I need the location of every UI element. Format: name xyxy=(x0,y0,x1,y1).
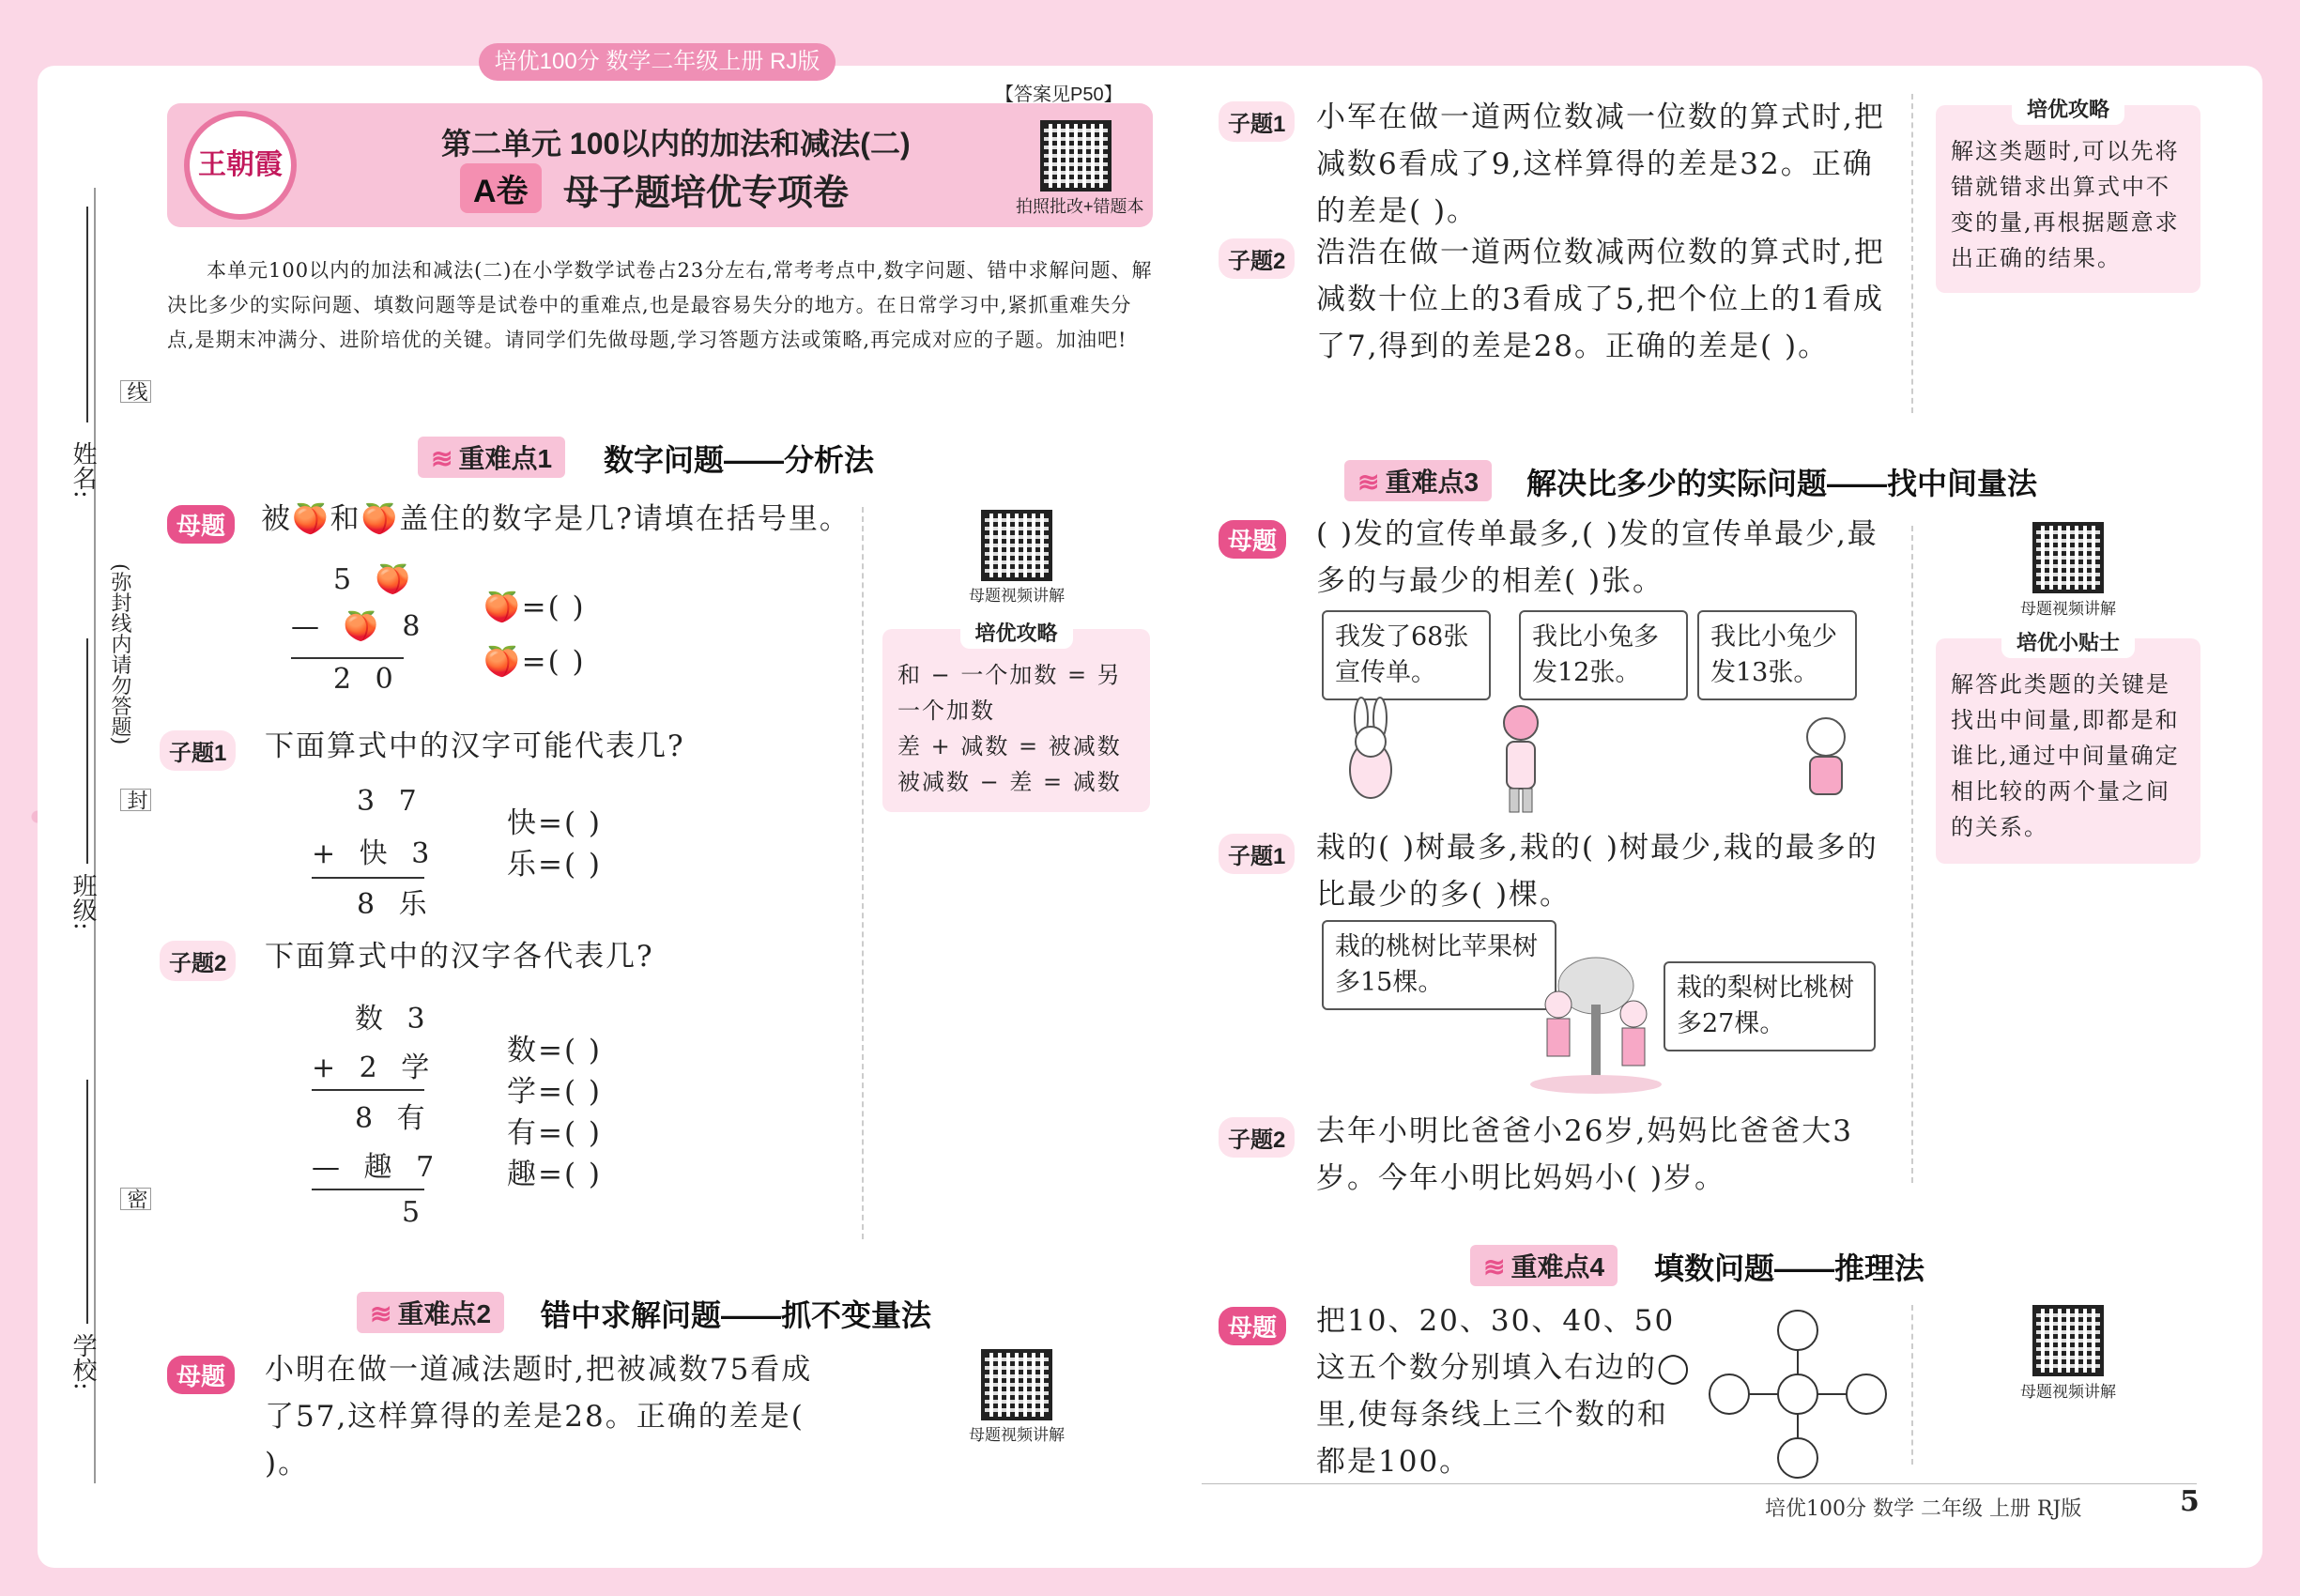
school-field[interactable] xyxy=(86,1080,88,1324)
key-point-3-label: ≋ 重难点3 xyxy=(1344,460,1492,501)
name-field[interactable] xyxy=(86,207,88,422)
k1-answer-2[interactable]: 🍑=( ) xyxy=(483,645,586,679)
key-point-2-label: ≋ 重难点2 xyxy=(357,1292,504,1333)
tip-3-heading: 培优小贴士 xyxy=(2001,625,2135,658)
seal-mark: 封 xyxy=(120,789,151,811)
k1c2-answer-4[interactable]: 趣=( ) xyxy=(507,1158,603,1191)
footer-text: 培优100分 数学 二年级 上册 RJ版 xyxy=(1765,1497,2082,1521)
k1-arith-row2: — 🍑 8 xyxy=(291,610,428,643)
tip-1-heading: 培优攻略 xyxy=(959,616,1072,649)
column-divider xyxy=(862,507,864,1239)
k2-mother-tag: 母题 xyxy=(167,1356,235,1394)
k1c2-answer-1[interactable]: 数=( ) xyxy=(507,1034,603,1067)
paper-title: 母子题培优专项卷 xyxy=(563,174,850,213)
tip-1-line: 和 − 一个加数 = 另一个加数 xyxy=(897,662,1122,724)
key-point-1-label: ≋ 重难点1 xyxy=(418,437,565,478)
r-child2-question: 浩浩在做一道两位数减两位数的算式时,把减数十位上的3看成了5,把个位上的1看成了7,得到的差是28。正确的差是( )。 xyxy=(1316,236,1885,363)
tip-box-1 xyxy=(882,622,1150,812)
k1c2-arith-row2: + 2 学 xyxy=(312,1051,437,1084)
video-caption-1: 母题视频讲解 xyxy=(969,587,1065,605)
r-child1-question: 小军在做一道两位数减一位数的算式时,把减数6看成了9,这样算得的差是32。正确的差是( )。 xyxy=(1316,100,1885,228)
monkey-figure xyxy=(1504,706,1538,812)
r-child2-tag: 子题2 xyxy=(1219,238,1295,279)
k3-child1-tag: 子题1 xyxy=(1219,834,1295,874)
intro-text: 本单元100以内的加法和减法(二)在小学数学试卷占23分左右,常考考点中,数字问题、错中求解问题、解决比多少的实际问题、填数问题等是试卷中的重难点,也是最容易失分的地方。在日常学习中,紧抓重难失分点,是期末冲满分、进阶培优的关键。请同学们先做母题,学习答题方法或策略,再完成对应的子题。加油吧! xyxy=(167,259,1153,351)
blank-circle xyxy=(1778,1374,1817,1414)
k1-arith-row1: 5 🍑 xyxy=(333,563,418,596)
k1-arith-rule xyxy=(291,657,404,659)
rabbit-speech-bubble: 我发了68张宣传单。 xyxy=(1322,610,1491,700)
cat-figure xyxy=(1807,718,1845,794)
k1c2-arith-row5: 5 xyxy=(402,1196,428,1229)
k1c1-arith-row3: 8 乐 xyxy=(357,888,435,921)
k1c1-answer-1[interactable]: 快=( ) xyxy=(507,806,603,840)
k1-child2-tag: 子题2 xyxy=(160,941,236,981)
k1c2-arith-row4: — 趣 7 xyxy=(312,1151,442,1184)
k3-child2-question: 去年小明比爸爸小26岁,妈妈比爸爸大3岁。今年小明比妈妈小( )岁。 xyxy=(1316,1114,1854,1195)
brand-logo: 王朝霞 xyxy=(184,111,297,220)
k4-mother-tag: 母题 xyxy=(1219,1307,1286,1345)
tip-3-text: 解答此类题的关键是找出中间量,即都是和谁比,通过中间量确定相比较的两个量之间的关系。 xyxy=(1951,671,2180,840)
video-qr-code-1[interactable] xyxy=(981,510,1052,581)
key-point-2-title: 错中求解问题——抓不变量法 xyxy=(541,1298,932,1332)
key-point-4-title: 填数问题——推理法 xyxy=(1654,1251,1925,1285)
k1-child2-question: 下面算式中的汉字各代表几? xyxy=(265,940,654,974)
k1c2-answer-2[interactable]: 学=( ) xyxy=(507,1075,603,1109)
video-caption-4: 母题视频讲解 xyxy=(2020,1383,2116,1401)
k1c2-arith-row1: 数 3 xyxy=(355,1003,433,1036)
unit-title: 第二单元 100以内的加法和减法(二) xyxy=(441,127,911,161)
k1c2-arith-row3: 8 有 xyxy=(355,1102,433,1135)
r-child1-tag: 子题1 xyxy=(1219,101,1295,142)
k1-child1-tag: 子题1 xyxy=(160,730,236,771)
k1-arith-row3: 2 0 xyxy=(333,663,401,696)
cat-speech-bubble: 我比小兔少发13张。 xyxy=(1697,610,1857,700)
video-qr-code-4[interactable] xyxy=(2032,1305,2104,1376)
video-qr-code-2[interactable] xyxy=(981,1349,1052,1420)
video-caption-3: 母题视频讲解 xyxy=(2020,600,2116,618)
blank-circle xyxy=(1778,1311,1817,1350)
video-caption-2: 母题视频讲解 xyxy=(969,1426,1065,1444)
video-qr-code-3[interactable] xyxy=(2032,522,2104,593)
blank-circle xyxy=(1778,1438,1817,1478)
right-divider-2 xyxy=(1911,526,1913,1183)
k1c2-arith-rule-2 xyxy=(312,1189,424,1190)
school-label: 学校: xyxy=(69,1333,97,1390)
k2-mother-question: 小明在做一道减法题时,把被减数75看成了57,这样算得的差是28。正确的差是( )。 xyxy=(265,1353,813,1481)
right-divider-3 xyxy=(1911,1305,1913,1465)
k3-mother-tag: 母题 xyxy=(1219,520,1286,559)
tree-planting-illustration xyxy=(1502,948,1671,1098)
k3-child2-tag: 子题2 xyxy=(1219,1117,1295,1158)
monkey-speech-bubble: 我比小兔多发12张。 xyxy=(1519,610,1688,700)
k1-mother-tag: 母题 xyxy=(167,505,235,544)
class-field[interactable] xyxy=(86,638,88,864)
k1-child1-question: 下面算式中的汉字可能代表几? xyxy=(265,729,685,763)
tip-1-line: 差 + 减数 = 被减数 xyxy=(897,733,1122,760)
book-banner: 培优100分 数学二年级上册 RJ版 xyxy=(479,43,836,81)
k1c1-arith-row2: + 快 3 xyxy=(312,837,437,870)
blank-circle xyxy=(1710,1374,1749,1414)
class-label: 班级: xyxy=(69,873,97,930)
grading-qr-caption: 拍照批改+错题本 xyxy=(1016,197,1144,216)
paper-tag: A卷 xyxy=(460,163,542,213)
seal-line xyxy=(94,188,96,1483)
name-label: 姓名: xyxy=(69,441,97,499)
tip-1-line: 被减数 − 差 = 减数 xyxy=(897,769,1122,795)
seal-note: (弥封线内请勿答题) xyxy=(108,563,131,745)
grading-qr-code[interactable] xyxy=(1040,120,1112,192)
rabbit-figure xyxy=(1350,698,1391,798)
answer-ref: 【答案见P50】 xyxy=(995,84,1123,105)
key-point-1-title: 数字问题——分析法 xyxy=(604,443,875,477)
animals-illustration xyxy=(1314,695,1896,817)
k1c1-arith-rule xyxy=(312,877,424,879)
k1-answer-1[interactable]: 🍑=( ) xyxy=(483,591,586,624)
right-divider-1 xyxy=(1911,94,1913,413)
k3-child1-question: 栽的( )树最多,栽的( )树最少,栽的最多的比最少的多( )棵。 xyxy=(1316,831,1878,912)
planting-bubble-1: 栽的桃树比苹果树多15棵。 xyxy=(1322,920,1556,1010)
tip-box-3 xyxy=(1936,631,2200,864)
key-point-3-title: 解决比多少的实际问题——找中间量法 xyxy=(1526,467,2038,500)
line-mark: 线 xyxy=(120,380,151,403)
key-point-4-label: ≋ 重难点4 xyxy=(1470,1245,1618,1286)
secret-mark: 密 xyxy=(120,1188,151,1210)
k3-mother-question: ( )发的宣传单最多,( )发的宣传单最少,最多的与最少的相差( )张。 xyxy=(1316,517,1878,598)
page-number: 5 xyxy=(2180,1485,2200,1518)
blank-circle xyxy=(1847,1374,1886,1414)
k1-mother-question: 被🍑和🍑盖住的数字是几?请填在括号里。 xyxy=(261,502,851,536)
k1c1-arith-row1: 3 7 xyxy=(357,785,424,818)
planting-bubble-2: 栽的梨树比桃树多27棵。 xyxy=(1664,961,1876,1051)
k4-mother-question: 把10、20、30、40、50这五个数分别填入右边的◯里,使每条线上三个数的和都是100。 xyxy=(1316,1304,1692,1479)
k1c2-arith-rule-1 xyxy=(312,1089,424,1091)
number-cross-diagram xyxy=(1709,1310,1887,1479)
k1c1-answer-2[interactable]: 乐=( ) xyxy=(507,848,603,882)
page-border-left xyxy=(21,66,38,1568)
tip-2-text: 解这类题时,可以先将错就错求出算式中不变的量,再根据题意求出正确的结果。 xyxy=(1951,138,2180,271)
k1c2-answer-3[interactable]: 有=( ) xyxy=(507,1116,603,1150)
tip-box-2 xyxy=(1936,98,2200,293)
tip-2-heading: 培优攻略 xyxy=(2012,92,2124,125)
footer-rule xyxy=(1202,1483,2197,1484)
